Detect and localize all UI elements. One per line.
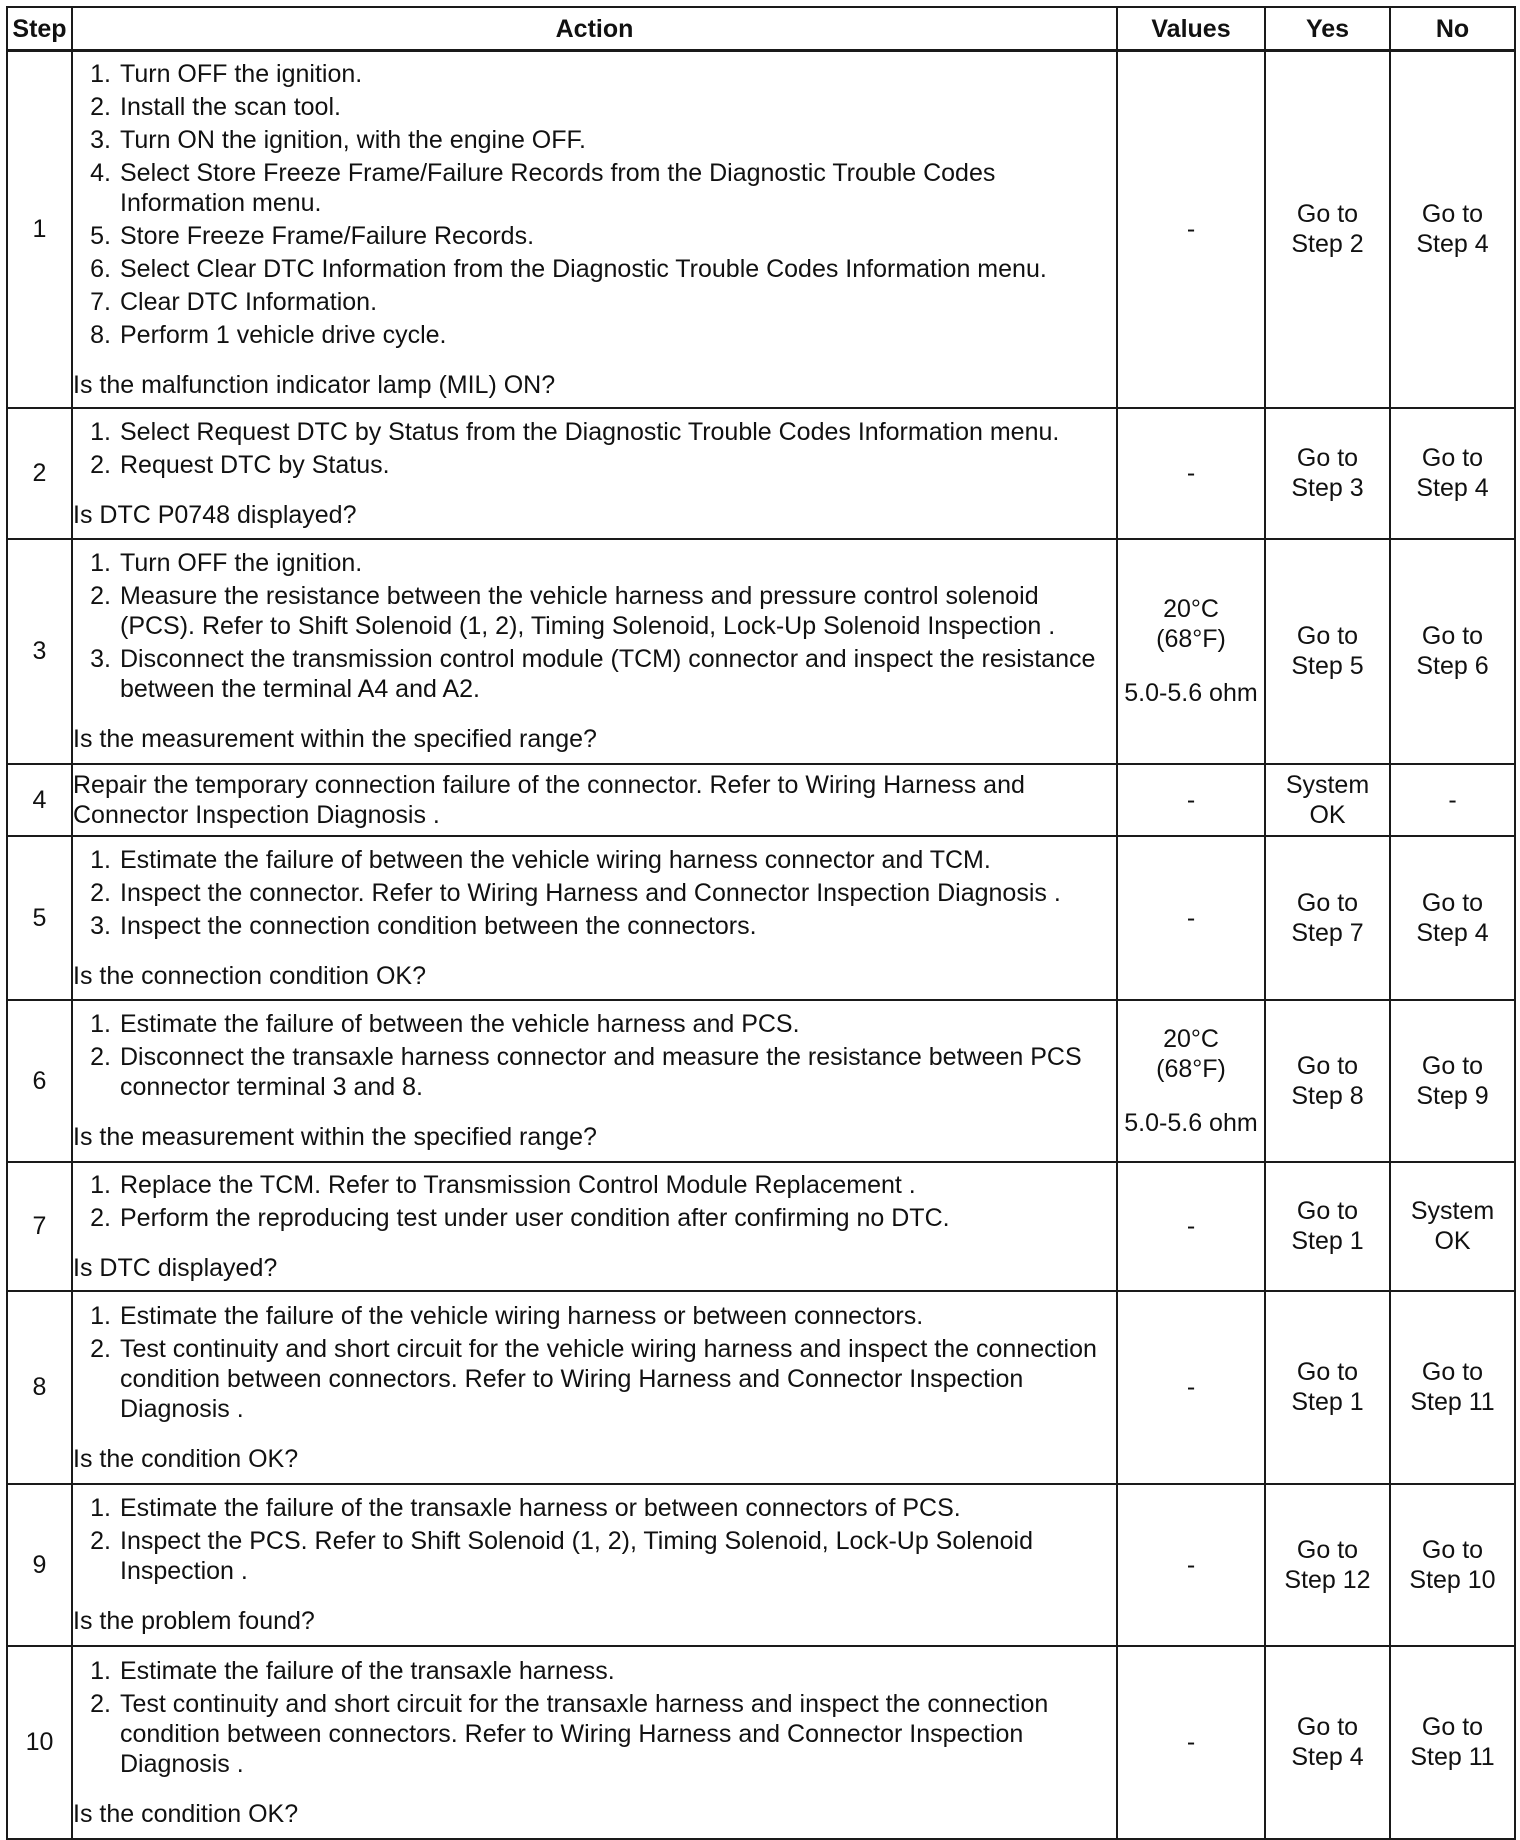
action-item — [73, 320, 1116, 353]
action-item — [73, 221, 1116, 254]
action-item-text: Estimate the failure of between the vehicle wiring harness connector and TCM. — [120, 845, 991, 874]
yes-cell — [1265, 836, 1390, 1000]
action-item — [73, 417, 1116, 450]
action-item-number: 2. — [90, 1043, 111, 1071]
action-item-number: 3. — [90, 645, 111, 673]
table-row — [7, 51, 1515, 408]
action-item-text: Select Store Freeze Frame/Failure Records from the Diagnostic Trouble Codes Information menu. — [120, 158, 996, 217]
action-item-number: 1. — [90, 417, 111, 446]
values-cell — [1117, 1484, 1265, 1646]
action-question: Is the condition OK? — [73, 1799, 299, 1828]
header-values: Values — [1117, 7, 1265, 51]
value-line: (68°F) — [1156, 625, 1226, 653]
action-item-number: 4. — [90, 158, 111, 187]
yes-cell — [1265, 1484, 1390, 1646]
action-item-number: 2. — [90, 1203, 111, 1232]
action-item-number: 2. — [90, 582, 111, 610]
no-cell — [1390, 1484, 1515, 1646]
yes-text: Step 5 — [1291, 652, 1364, 680]
yes-text: Go to — [1296, 1197, 1359, 1225]
action-cell — [72, 1646, 1117, 1839]
action-question: Is the problem found? — [73, 1607, 315, 1635]
step-number: 1 — [7, 51, 72, 408]
action-item-number: 2. — [90, 878, 111, 907]
table-row — [7, 1162, 1515, 1291]
no-cell — [1390, 1162, 1515, 1291]
value-line: - — [1186, 1373, 1196, 1401]
action-item-text: Estimate the failure of between the vehicle harness and PCS. — [120, 1010, 800, 1038]
action-item-text: Turn ON the ignition, with the engine OFF. — [120, 125, 586, 154]
action-cell — [72, 1484, 1117, 1646]
no-text: Step 4 — [1416, 230, 1489, 259]
no-cell — [1390, 539, 1515, 764]
no-text: - — [1448, 785, 1457, 814]
action-item-text: Request DTC by Status. — [120, 450, 390, 479]
yes-text: OK — [1309, 800, 1346, 829]
action-item — [73, 59, 1116, 92]
action-item-text: Select Clear DTC Information from the Diagnostic Trouble Codes Information menu. — [120, 254, 1047, 283]
action-item — [73, 1656, 1116, 1689]
yes-text: Step 4 — [1291, 1743, 1364, 1771]
no-text: Go to — [1421, 444, 1484, 472]
action-cell — [72, 1162, 1117, 1291]
action-item — [73, 548, 1116, 581]
action-item-text: Estimate the failure of the transaxle harness. — [120, 1656, 615, 1685]
action-item-text: Install the scan tool. — [120, 92, 341, 121]
action-item-text: Perform 1 vehicle drive cycle. — [120, 320, 447, 349]
action-item-number: 1. — [90, 1301, 111, 1330]
action-question: Is the malfunction indicator lamp (MIL) ON? — [73, 370, 556, 399]
action-item-number: 2. — [90, 92, 111, 121]
action-item-number: 1. — [90, 1494, 111, 1522]
step-number: 8 — [7, 1291, 72, 1484]
action-list — [73, 59, 1116, 353]
table-row — [7, 539, 1515, 764]
action-item — [73, 1042, 1116, 1105]
action-cell — [72, 539, 1117, 764]
action-item-text: Clear DTC Information. — [120, 287, 378, 316]
action-item-text: Estimate the failure of the vehicle wiring harness or between connectors. — [120, 1301, 924, 1330]
action-item — [73, 1170, 1116, 1203]
action-item-text: Turn OFF the ignition. — [120, 59, 363, 88]
header-row — [7, 7, 1515, 51]
yes-cell — [1265, 1000, 1390, 1162]
step-number: 2 — [7, 408, 72, 539]
values-cell — [1117, 1646, 1265, 1839]
action-item-number: 1. — [90, 1010, 111, 1038]
no-text: OK — [1434, 1227, 1471, 1255]
step-number: 3 — [7, 539, 72, 764]
value-line: - — [1186, 1212, 1196, 1240]
action-item — [73, 450, 1116, 483]
yes-text: Go to — [1296, 1358, 1359, 1386]
step-number: 4 — [7, 764, 72, 836]
action-item-text: Inspect the PCS. Refer to Shift Solenoid (1, 2), Timing Solenoid, Lock-Up Solenoid Inspection . — [120, 1527, 1033, 1585]
no-text: Go to — [1421, 1051, 1484, 1080]
value-line: - — [1186, 785, 1196, 814]
action-item-number: 1. — [90, 549, 111, 577]
no-text: Go to — [1421, 1535, 1484, 1564]
yes-text: Step 3 — [1291, 474, 1364, 502]
action-cell — [72, 51, 1117, 408]
action-item-text: Perform the reproducing test under user condition after confirming no DTC. — [120, 1203, 950, 1232]
action-item-text: Store Freeze Frame/Failure Records. — [120, 221, 535, 250]
action-item — [73, 1203, 1116, 1236]
action-item-text: Replace the TCM. Refer to Transmission Control Module Replacement . — [120, 1170, 916, 1199]
yes-text: Step 7 — [1291, 918, 1364, 947]
action-item-text: Disconnect the transaxle harness connector and measure the resistance between PCS connector terminal 3 and 8. — [120, 1043, 1082, 1101]
yes-cell — [1265, 764, 1390, 836]
action-question: Is DTC P0748 displayed? — [73, 500, 357, 529]
no-text: Step 9 — [1416, 1081, 1489, 1110]
no-text: Go to — [1421, 1358, 1484, 1386]
action-item-number: 8. — [90, 320, 111, 349]
yes-cell — [1265, 408, 1390, 539]
action-item-number: 1. — [90, 1170, 111, 1199]
no-text: Step 6 — [1416, 652, 1489, 680]
table-row — [7, 1000, 1515, 1162]
action-item-number: 1. — [90, 59, 111, 88]
action-item-number: 3. — [90, 911, 111, 940]
yes-cell — [1265, 1291, 1390, 1484]
action-item — [73, 845, 1116, 878]
diagnostic-table-sheet — [6, 6, 1514, 1840]
header-action: Action — [72, 7, 1117, 51]
action-item-text: Measure the resistance between the vehicle harness and pressure control solenoid (PCS). Refer to Shift Solenoid (1, 2), Timing Solenoid, Lock-Up Solenoid Inspection . — [120, 582, 1056, 640]
table-row — [7, 1291, 1515, 1484]
no-cell — [1390, 408, 1515, 539]
no-text: Go to — [1421, 200, 1484, 229]
no-text: Go to — [1421, 1713, 1484, 1741]
yes-text: Go to — [1296, 622, 1359, 650]
action-item — [73, 158, 1116, 221]
step-number: 9 — [7, 1484, 72, 1646]
action-item — [73, 1301, 1116, 1334]
action-item — [73, 254, 1116, 287]
yes-text: Go to — [1296, 1535, 1359, 1564]
no-text: System — [1410, 1197, 1495, 1225]
action-item-number: 2. — [90, 1527, 111, 1555]
action-item-text: Inspect the connector. Refer to Wiring Harness and Connector Inspection Diagnosis . — [120, 878, 1061, 907]
action-item-number: 2. — [90, 1334, 111, 1363]
value-line: 5.0-5.6 ohm — [1124, 1108, 1258, 1137]
values-cell — [1117, 51, 1265, 408]
action-item — [73, 1493, 1116, 1526]
value-line: - — [1186, 1728, 1196, 1756]
action-item — [73, 125, 1116, 158]
yes-text: Step 1 — [1291, 1227, 1364, 1255]
action-item-number: 7. — [90, 287, 111, 316]
no-text: Step 11 — [1410, 1388, 1495, 1416]
step-number: 5 — [7, 836, 72, 1000]
no-cell — [1390, 836, 1515, 1000]
yes-text: Go to — [1296, 1713, 1359, 1741]
action-list — [73, 1656, 1116, 1782]
action-list — [73, 1301, 1116, 1427]
yes-text: Step 1 — [1291, 1388, 1364, 1416]
value-line: 5.0-5.6 ohm — [1124, 679, 1258, 707]
table-row — [7, 764, 1515, 836]
action-list — [73, 1170, 1116, 1236]
header-no: No — [1390, 7, 1515, 51]
action-item — [73, 1334, 1116, 1427]
action-cell — [72, 836, 1117, 1000]
action-list — [73, 417, 1116, 483]
action-item — [73, 287, 1116, 320]
values-cell — [1117, 1291, 1265, 1484]
value-line: - — [1186, 1550, 1196, 1579]
action-text: Repair the temporary connection failure of the connector. Refer to Wiring Harness and Connector Inspection Diagnosis . — [73, 770, 1025, 829]
action-list — [73, 548, 1116, 707]
no-text: Step 4 — [1416, 474, 1489, 502]
no-cell — [1390, 1646, 1515, 1839]
no-text: Go to — [1421, 888, 1484, 917]
header-step: Step — [7, 7, 72, 51]
yes-cell — [1265, 1162, 1390, 1291]
header-yes: Yes — [1265, 7, 1390, 51]
action-item — [73, 1009, 1116, 1042]
action-item — [73, 1689, 1116, 1782]
action-question: Is the connection condition OK? — [73, 961, 427, 990]
action-item-number: 1. — [90, 1656, 111, 1685]
value-line: (68°F) — [1156, 1054, 1226, 1083]
action-item-number: 2. — [90, 1689, 111, 1718]
action-item-number: 2. — [90, 450, 111, 479]
yes-text: Go to — [1296, 1051, 1359, 1080]
action-question: Is DTC displayed? — [73, 1253, 278, 1282]
values-cell — [1117, 836, 1265, 1000]
value-line: - — [1186, 903, 1196, 932]
yes-cell — [1265, 1646, 1390, 1839]
action-item — [73, 1526, 1116, 1589]
action-item-number: 1. — [90, 845, 111, 874]
action-item — [73, 644, 1116, 707]
no-cell — [1390, 1000, 1515, 1162]
action-item-text: Inspect the connection condition between the connectors. — [120, 911, 757, 940]
yes-cell — [1265, 51, 1390, 408]
action-item-text: Test continuity and short circuit for the vehicle wiring harness and inspect the connection condition between connectors. Refer to Wiring Harness and Connector Inspection Diagnosis . — [120, 1334, 1097, 1423]
no-text: Step 11 — [1410, 1743, 1495, 1771]
step-number: 6 — [7, 1000, 72, 1162]
action-item-text: Select Request DTC by Status from the Diagnostic Trouble Codes Information menu. — [120, 417, 1060, 446]
value-line: 20°C — [1163, 595, 1219, 623]
yes-text: Step 12 — [1284, 1565, 1371, 1594]
action-item-text: Estimate the failure of the transaxle harness or between connectors of PCS. — [120, 1494, 961, 1522]
yes-text: Step 2 — [1291, 230, 1364, 259]
action-item-text: Turn OFF the ignition. — [120, 549, 363, 577]
step-number: 7 — [7, 1162, 72, 1291]
action-item — [73, 92, 1116, 125]
action-cell — [72, 764, 1117, 836]
diagnostic-table — [6, 6, 1516, 1840]
value-line: 20°C — [1163, 1024, 1219, 1053]
table-row — [7, 836, 1515, 1000]
action-cell — [72, 1291, 1117, 1484]
action-item — [73, 878, 1116, 911]
no-cell — [1390, 51, 1515, 408]
values-cell — [1117, 1000, 1265, 1162]
yes-text: Go to — [1296, 444, 1359, 472]
no-text: Step 4 — [1416, 918, 1489, 947]
values-cell — [1117, 539, 1265, 764]
yes-cell — [1265, 539, 1390, 764]
action-item-number: 3. — [90, 125, 111, 154]
no-cell — [1390, 764, 1515, 836]
action-item-text: Test continuity and short circuit for the transaxle harness and inspect the connection condition between connectors. Refer to Wiring Harness and Connector Inspection Diagnosis . — [120, 1689, 1049, 1778]
yes-text: Step 8 — [1291, 1081, 1364, 1110]
step-number: 10 — [7, 1646, 72, 1839]
value-line: - — [1186, 459, 1196, 487]
action-item-text: Disconnect the transmission control module (TCM) connector and inspect the resistance between the terminal A4 and A2. — [120, 645, 1096, 703]
action-item — [73, 911, 1116, 944]
action-item-number: 6. — [90, 254, 111, 283]
action-question: Is the condition OK? — [73, 1444, 299, 1473]
action-cell — [72, 1000, 1117, 1162]
action-item — [73, 581, 1116, 644]
yes-text: Go to — [1296, 200, 1359, 229]
table-row — [7, 1484, 1515, 1646]
value-line: - — [1186, 215, 1196, 244]
action-list — [73, 1493, 1116, 1589]
action-question: Is the measurement within the specified range? — [73, 725, 597, 753]
yes-text: System — [1285, 770, 1370, 799]
table-row — [7, 408, 1515, 539]
action-list — [73, 845, 1116, 944]
action-question: Is the measurement within the specified range? — [73, 1123, 597, 1151]
values-cell — [1117, 764, 1265, 836]
values-cell — [1117, 408, 1265, 539]
table-body — [7, 51, 1515, 1839]
values-cell — [1117, 1162, 1265, 1291]
no-cell — [1390, 1291, 1515, 1484]
yes-text: Go to — [1296, 888, 1359, 917]
action-item-number: 5. — [90, 221, 111, 250]
table-row — [7, 1646, 1515, 1839]
no-text: Go to — [1421, 622, 1484, 650]
action-cell — [72, 408, 1117, 539]
no-text: Step 10 — [1409, 1565, 1496, 1594]
action-list — [73, 1009, 1116, 1105]
